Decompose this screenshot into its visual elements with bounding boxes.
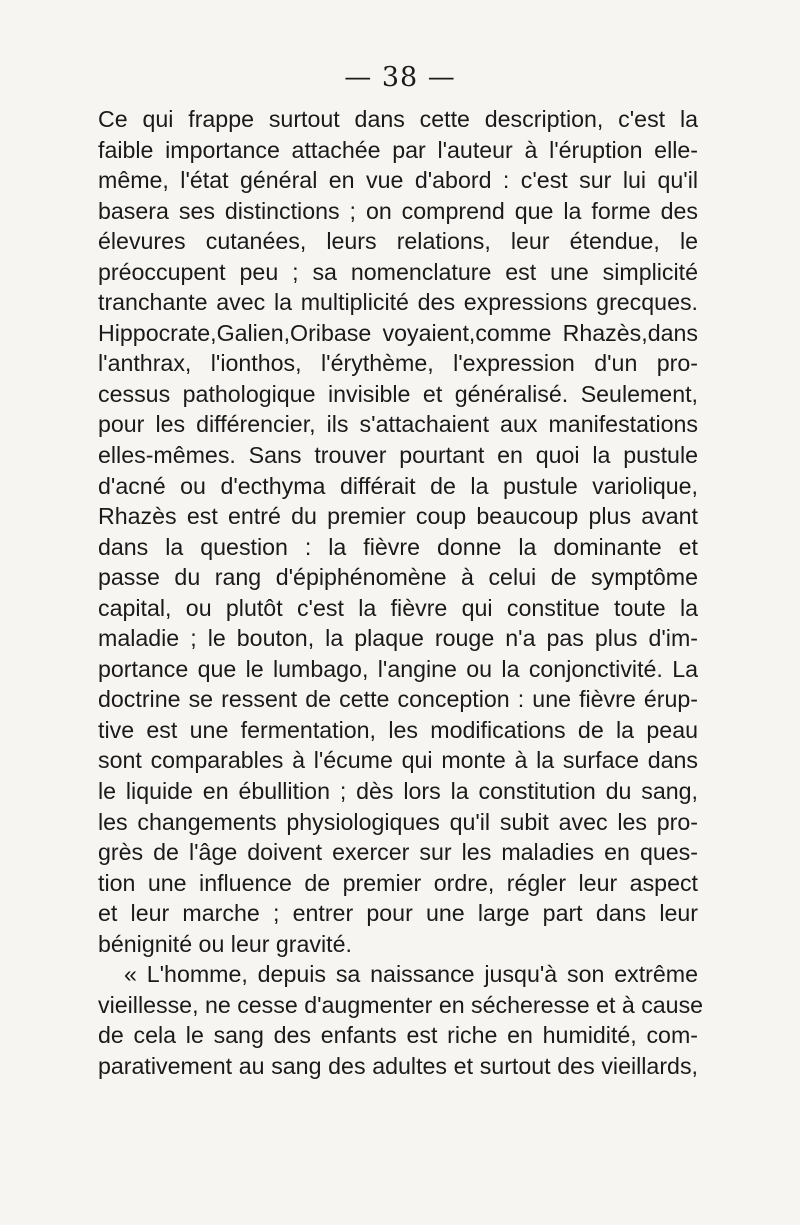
text-line: grès de l'âge doivent exercer sur les maladies en ques- [98,839,698,866]
text-line: doctrine se ressent de cette conception : une fièvre érup- [98,686,698,713]
text-line: portance que le lumbago, l'angine ou la conjonctivité. La [98,655,698,682]
text-line: capital, ou plutôt c'est la fièvre qui constitue toute la [98,594,698,621]
text-line: les changements physiologiques qu'il subit avec les pro- [98,808,698,835]
text-line: dans la question : la fièvre donne la dominante et [98,533,698,560]
text-line: et leur marche ; entrer pour une large part dans leur [98,900,698,927]
page-number: — 38 — [344,62,456,93]
text-line: l'anthrax, l'ionthos, l'érythème, l'expression d'un pro- [98,350,698,377]
text-line: cessus pathologique invisible et généralisé. Seulement, [98,380,698,407]
text-line: tive est une fermentation, les modifications de la peau [98,716,698,743]
text-line: basera ses distinctions ; on comprend que la forme des [98,197,698,224]
text-line: elles-mêmes. Sans trouver pourtant en quoi la pustule [98,442,698,469]
text-line: d'acné ou d'ecthyma différait de la pustule variolique, [98,472,698,499]
text-line: faible importance attachée par l'auteur à l'éruption elle- [98,136,698,163]
text-line: sont comparables à l'écume qui monte à la surface dans [98,747,698,774]
text-line: de cela le sang des enfants est riche en humidité, com- [98,1022,698,1049]
text-line: tion une influence de premier ordre, régler leur aspect [98,869,698,896]
text-line: tranchante avec la multiplicité des expressions grecques. [98,289,698,316]
text-line: Hippocrate,Galien,Oribase voyaient,comme Rhazès,dans [98,319,698,346]
text-line: passe du rang d'épiphénomène à celui de symptôme [98,564,698,591]
text-line: préoccupent peu ; sa nomenclature est une simplicité [98,258,698,285]
text-line: vieillesse, ne cesse d'augmenter en sécheresse et à cause [98,991,704,1018]
text-line: Ce qui frappe surtout dans cette description, c'est la [98,106,698,132]
body-text [98,104,704,1082]
text-line: « L'homme, depuis sa naissance jusqu'à son extrême [124,961,698,988]
text-line: pour les différencier, ils s'attachaient aux manifestations [98,411,698,438]
text-line: bénignité ou leur gravité. [98,930,352,957]
text-line: maladie ; le bouton, la plaque rouge n'a pas plus d'im- [98,625,698,652]
text-line: élevures cutanées, leurs relations, leur étendue, le [98,228,698,255]
text-line: Rhazès est entré du premier coup beaucoup plus avant [98,503,698,530]
text-line: même, l'état général en vue d'abord : c'est sur lui qu'il [98,167,698,194]
text-line: parativement au sang des adultes et surtout des vieillards, [98,1052,698,1079]
text-line: le liquide en ébullition ; dès lors la constitution du sang, [98,778,698,805]
